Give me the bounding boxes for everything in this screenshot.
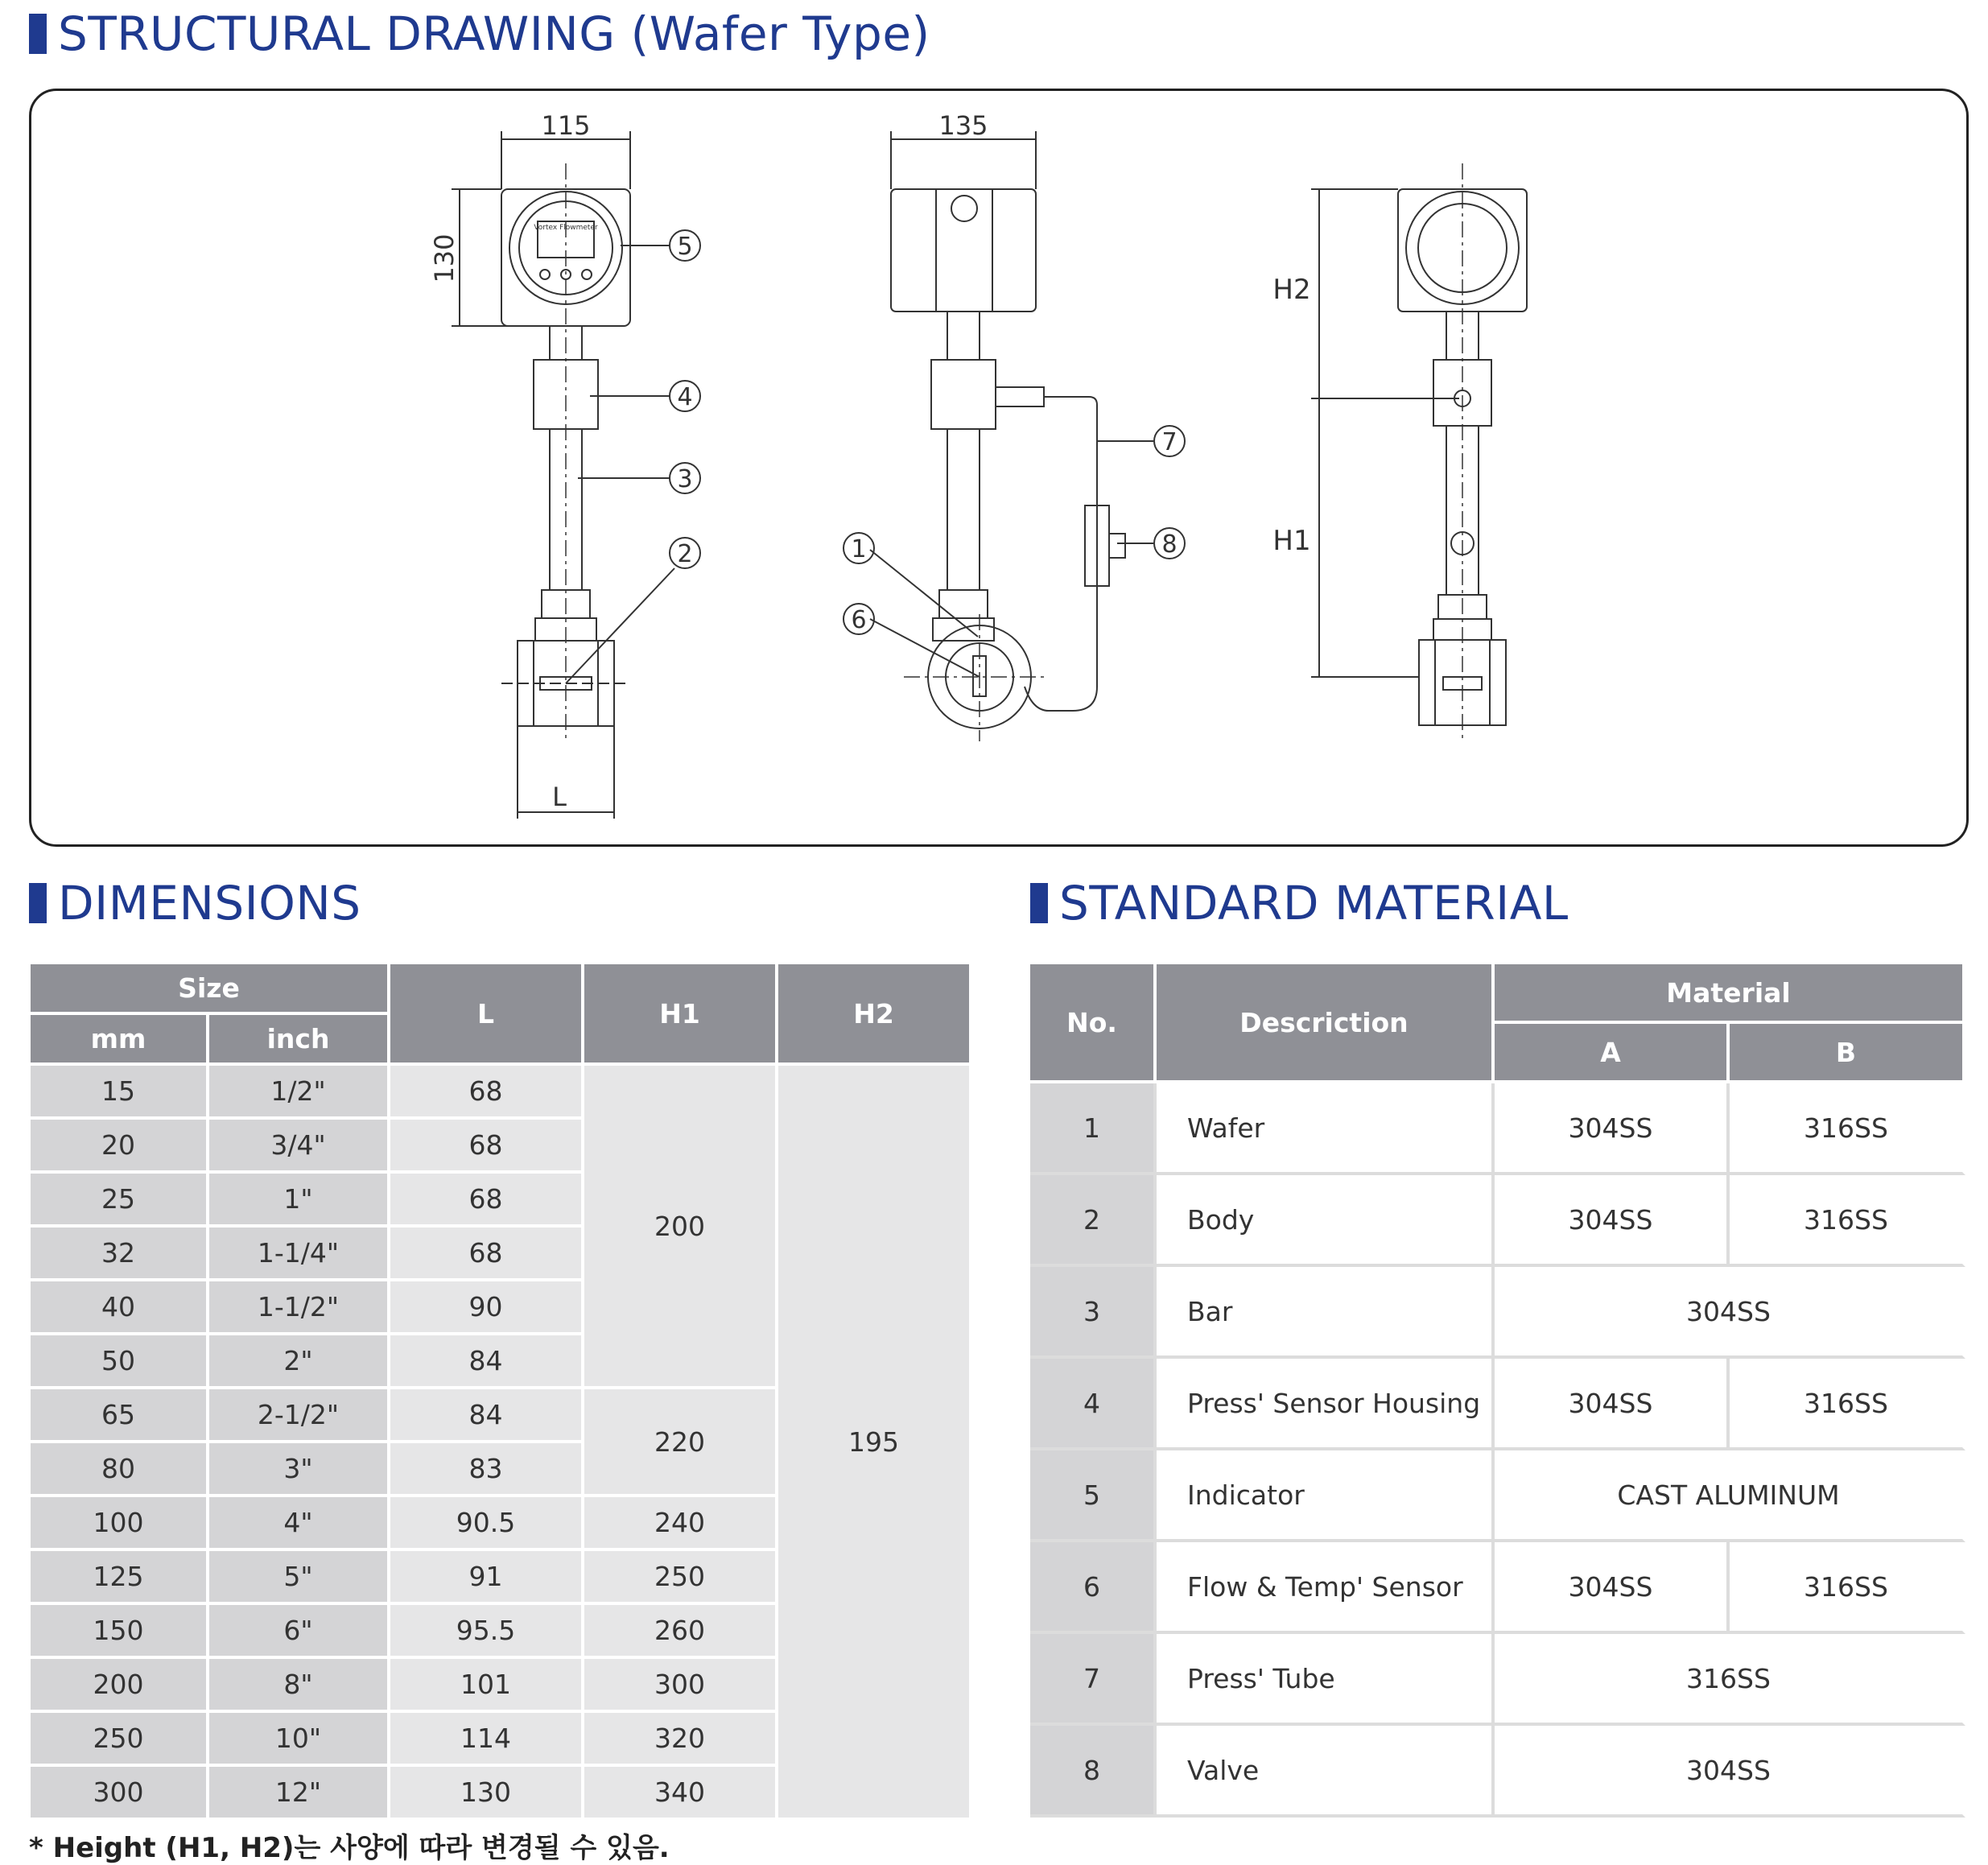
cell-inch: 4" [209, 1497, 390, 1551]
indicator-label: Vortex Flowmeter [534, 224, 598, 232]
cell-inch: 6" [209, 1605, 390, 1659]
cell-description: Press' Tube [1157, 1634, 1495, 1726]
title-marker [29, 883, 47, 923]
cell-material-a: 304SS [1495, 1175, 1730, 1267]
cell-mm: 40 [31, 1281, 209, 1335]
cell-inch: 12" [209, 1767, 390, 1821]
table-row [1030, 1083, 1965, 1175]
cell-description: Bar [1157, 1267, 1495, 1359]
title-marker [1030, 883, 1048, 923]
cell-material-a: 304SS [1495, 1083, 1730, 1175]
cell-mm: 200 [31, 1659, 209, 1713]
dim-h2: H2 [1272, 274, 1311, 306]
table-row [31, 1066, 972, 1120]
cell-no: 1 [1030, 1083, 1157, 1175]
callout-6: 6 [851, 606, 867, 634]
dim-h1: H1 [1272, 525, 1311, 557]
cell-h1: 260 [584, 1605, 778, 1659]
cell-no: 3 [1030, 1267, 1157, 1359]
dim-130: 130 [429, 233, 460, 283]
cell-no: 2 [1030, 1175, 1157, 1267]
structural-drawing-panel [29, 89, 1969, 847]
header-material: Material [1495, 964, 1965, 1024]
cell-l: 84 [390, 1335, 584, 1389]
cell-h1: 340 [584, 1767, 778, 1821]
cell-inch: 1" [209, 1174, 390, 1228]
cell-mm: 15 [31, 1066, 209, 1120]
table-row [1030, 1359, 1965, 1450]
footnote: * Height (H1, H2)는 사양에 따라 변경될 수 있음. [29, 1832, 670, 1864]
cell-material-b: 316SS [1730, 1083, 1965, 1175]
cell-material-b: 316SS [1730, 1359, 1965, 1450]
header-size: Size [31, 964, 390, 1015]
cell-inch: 1/2" [209, 1066, 390, 1120]
title-marker [29, 14, 47, 54]
callout-8: 8 [1161, 530, 1178, 559]
dim-135: 135 [938, 110, 988, 141]
cell-description: Press' Sensor Housing [1157, 1359, 1495, 1450]
cell-no: 5 [1030, 1450, 1157, 1542]
table-row [1030, 1542, 1965, 1634]
cell-material-b: 316SS [1730, 1542, 1965, 1634]
cell-l: 130 [390, 1767, 584, 1821]
table-row [1030, 1634, 1965, 1726]
table-row [1030, 1726, 1965, 1818]
table-row [1030, 1267, 1965, 1359]
side-view [870, 110, 1153, 741]
cell-mm: 32 [31, 1228, 209, 1281]
cell-material: 316SS [1495, 1634, 1965, 1726]
cell-description: Body [1157, 1175, 1495, 1267]
cell-mm: 150 [31, 1605, 209, 1659]
callout-4: 4 [677, 383, 693, 411]
cell-inch: 3/4" [209, 1120, 390, 1174]
callouts [670, 230, 1185, 634]
cell-inch: 2" [209, 1335, 390, 1389]
header-h2: H2 [778, 964, 972, 1066]
cell-mm: 100 [31, 1497, 209, 1551]
cell-h1: 240 [584, 1497, 778, 1551]
header-mm: mm [31, 1015, 209, 1066]
cell-inch: 3" [209, 1443, 390, 1497]
cell-mm: 20 [31, 1120, 209, 1174]
cell-description: Indicator [1157, 1450, 1495, 1542]
table-row [1030, 1175, 1965, 1267]
cell-inch: 1-1/4" [209, 1228, 390, 1281]
cell-description: Valve [1157, 1726, 1495, 1818]
cell-no: 8 [1030, 1726, 1157, 1818]
header-b: B [1730, 1024, 1965, 1083]
cell-mm: 300 [31, 1767, 209, 1821]
cell-material: 304SS [1495, 1726, 1965, 1818]
cell-l: 90.5 [390, 1497, 584, 1551]
cell-l: 91 [390, 1551, 584, 1605]
cell-material-a: 304SS [1495, 1542, 1730, 1634]
header-l: L [390, 964, 584, 1066]
cell-l: 68 [390, 1174, 584, 1228]
cell-mm: 125 [31, 1551, 209, 1605]
header-inch: inch [209, 1015, 390, 1066]
cell-h1: 200 [584, 1066, 778, 1389]
cell-h1: 300 [584, 1659, 778, 1713]
cell-l: 68 [390, 1066, 584, 1120]
cell-l: 84 [390, 1389, 584, 1443]
cell-mm: 65 [31, 1389, 209, 1443]
cell-l: 68 [390, 1228, 584, 1281]
header-description: Descriction [1157, 964, 1495, 1083]
cell-no: 6 [1030, 1542, 1157, 1634]
rear-view [1272, 163, 1527, 739]
dimensions-table [31, 964, 972, 1821]
cell-l: 95.5 [390, 1605, 584, 1659]
cell-inch: 10" [209, 1713, 390, 1767]
cell-l: 83 [390, 1443, 584, 1497]
cell-l: 68 [390, 1120, 584, 1174]
dim-115: 115 [541, 110, 591, 141]
cell-no: 4 [1030, 1359, 1157, 1450]
cell-inch: 1-1/2" [209, 1281, 390, 1335]
cell-inch: 5" [209, 1551, 390, 1605]
cell-material: CAST ALUMINUM [1495, 1450, 1965, 1542]
structural-drawing [31, 91, 1966, 844]
cell-h1: 320 [584, 1713, 778, 1767]
cell-l: 90 [390, 1281, 584, 1335]
header-a: A [1495, 1024, 1730, 1083]
cell-description: Flow & Temp' Sensor [1157, 1542, 1495, 1634]
front-view [429, 110, 674, 819]
cell-material: 304SS [1495, 1267, 1965, 1359]
cell-h1: 250 [584, 1551, 778, 1605]
cell-material-a: 304SS [1495, 1359, 1730, 1450]
material-table [1030, 964, 1965, 1818]
callout-3: 3 [677, 465, 693, 493]
cell-mm: 80 [31, 1443, 209, 1497]
dim-l: L [552, 782, 567, 812]
cell-description: Wafer [1157, 1083, 1495, 1175]
cell-material-b: 316SS [1730, 1175, 1965, 1267]
cell-h2: 195 [778, 1066, 972, 1821]
cell-h1: 220 [584, 1389, 778, 1497]
cell-no: 7 [1030, 1634, 1157, 1726]
callout-1: 1 [851, 535, 867, 563]
section-title-material: STANDARD MATERIAL [1030, 876, 1569, 930]
cell-inch: 8" [209, 1659, 390, 1713]
cell-mm: 25 [31, 1174, 209, 1228]
section-title-dimensions: DIMENSIONS [29, 876, 361, 930]
header-h1: H1 [584, 964, 778, 1066]
cell-mm: 50 [31, 1335, 209, 1389]
cell-l: 101 [390, 1659, 584, 1713]
section-title-drawing: STRUCTURAL DRAWING (Wafer Type) [29, 6, 930, 61]
table-row [1030, 1450, 1965, 1542]
header-no: No. [1030, 964, 1157, 1083]
callout-7: 7 [1161, 428, 1178, 456]
cell-inch: 2-1/2" [209, 1389, 390, 1443]
callout-2: 2 [677, 540, 693, 568]
callout-5: 5 [677, 233, 693, 261]
cell-mm: 250 [31, 1713, 209, 1767]
cell-l: 114 [390, 1713, 584, 1767]
